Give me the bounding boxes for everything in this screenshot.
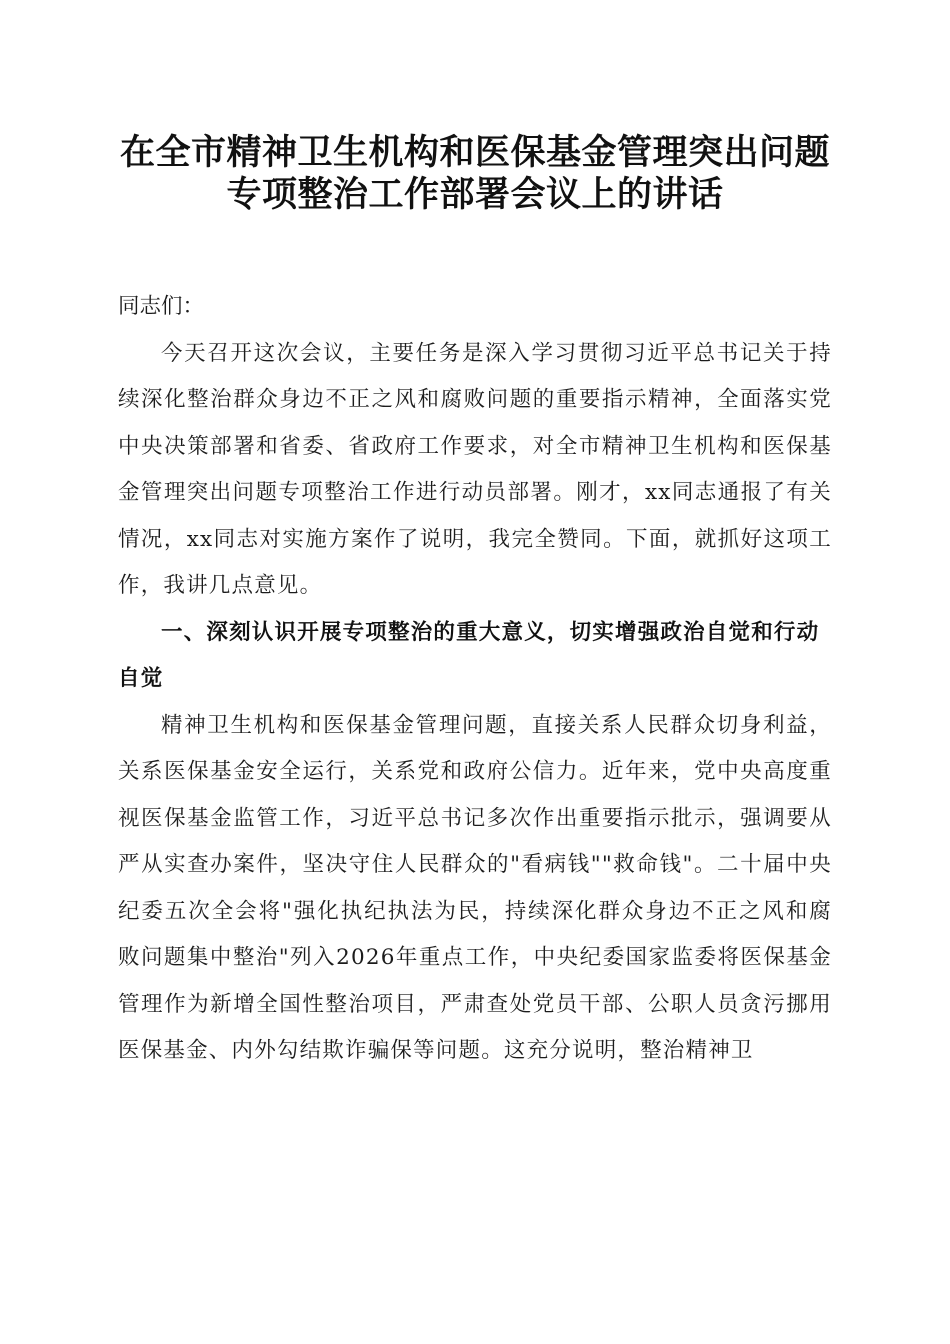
title-line-2: 专项整治工作部署会议上的讲话 bbox=[226, 174, 724, 215]
section-heading-1: 一、深刻认识开展专项整治的重大意义，切实增强政治自觉和行动自觉 bbox=[118, 619, 820, 691]
opening-paragraph: 今天召开这次会议，主要任务是深入学习贯彻习近平总书记关于持续深化整治群众身边不正之风和腐败问题的重要指示精神，全面落实党中央决策部署和省委、省政府工作要求，对全市精神卫生机构和医保基金管理突出问题专项整治工作进行动员部署。刚才，xx同志通报了有关情况，xx同志对实施方案作了说明，我完全赞同。下面，就抓好这项工作，我讲几点意见。 bbox=[118, 340, 832, 598]
salutation: 同志们： bbox=[118, 294, 205, 319]
document-page bbox=[118, 132, 832, 1075]
document-body bbox=[118, 284, 832, 1075]
document-title bbox=[118, 132, 832, 216]
section-1-paragraph: 精神卫生机构和医保基金管理问题，直接关系人民群众切身利益，关系医保基金安全运行，关系党和政府公信力。近年来，党中央高度重视医保基金监管工作，习近平总书记多次作出重要指示批示，强调要从严从实查办案件，坚决守住人民群众的"看病钱""救命钱"。二十届中央纪委五次全会将"强化执纪执法为民，持续深化群众身边不正之风和腐败问题集中整治"列入2026年重点工作，中央纪委国家监委将医保基金管理作为新增全国性整治项目，严肃查处党员干部、公职人员贪污挪用医保基金、内外勾结欺诈骗保等问题。这充分说明，整治精神卫 bbox=[118, 712, 832, 1063]
title-line-1: 在全市精神卫生机构和医保基金管理突出问题 bbox=[119, 132, 830, 173]
